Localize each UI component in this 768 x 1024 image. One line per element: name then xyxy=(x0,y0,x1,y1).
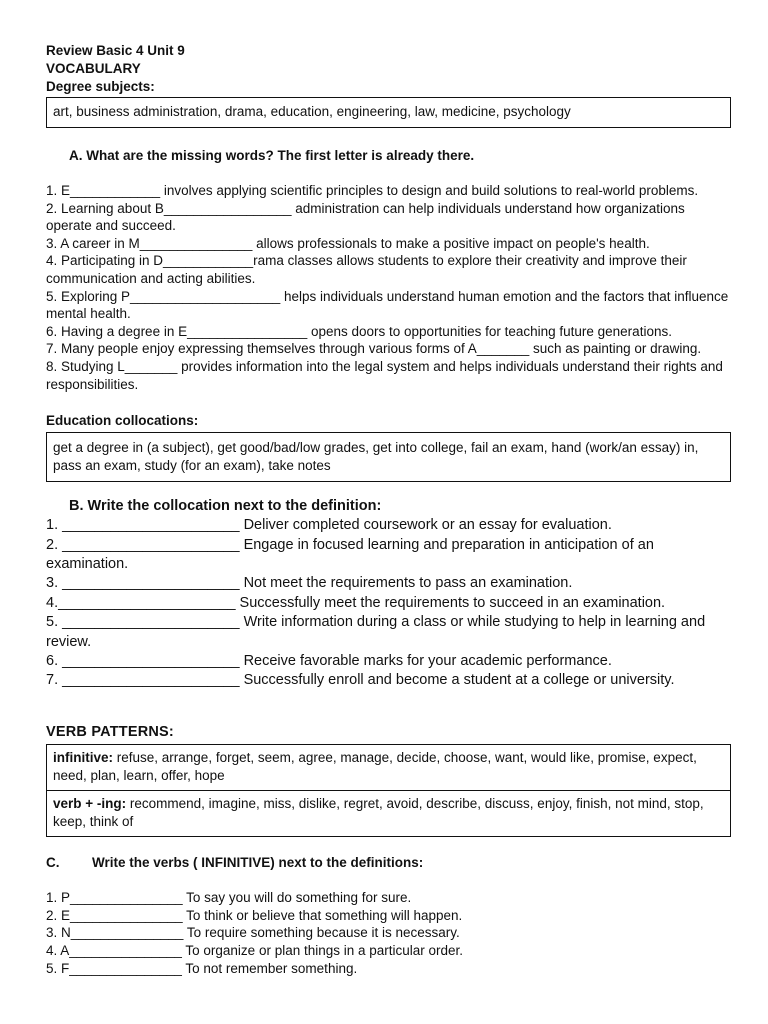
section-c-item-5: 5. F_______________ To not remember something. xyxy=(46,960,358,976)
verb-patterns-heading: VERB PATTERNS: xyxy=(46,723,174,740)
section-a-item-5: 5. Exploring P____________________ helps individuals understand human emotion and the factors that influence mental health. xyxy=(46,288,729,322)
section-b-item-3: 3. ______________________ Not meet the requirements to pass an examination. xyxy=(46,575,573,592)
section-b-item-6: 6. ______________________ Receive favorable marks for your academic performance. xyxy=(46,652,612,669)
section-b-title: B. Write the collocation next to the definition: xyxy=(69,498,382,515)
section-a-item-7: 7. Many people enjoy expressing themselves through various forms of A_______ such as painting or drawing. xyxy=(46,341,702,357)
ing-verbs: recommend, imagine, miss, dislike, regret, avoid, describe, discuss, enjoy, finish, not mind, stop, keep, think of xyxy=(53,795,704,829)
section-b-item-2: 2. ______________________ Engage in focused learning and preparation in anticipation of an examination. xyxy=(46,536,654,572)
section-b-list xyxy=(46,516,734,691)
section-c-item-4: 4. A_______________ To organize or plan things in a particular order. xyxy=(46,943,464,959)
vocabulary-heading: VOCABULARY xyxy=(46,61,141,76)
infinitive-label: infinitive: xyxy=(53,749,113,765)
section-c-item-1: 1. P_______________ To say you will do something for sure. xyxy=(46,889,412,905)
section-b-item-1: 1. ______________________ Deliver completed coursework or an essay for evaluation. xyxy=(46,517,612,534)
section-b-item-5: 5. ______________________ Write information during a class or while studying to help in learning and review. xyxy=(46,614,706,650)
ing-cell xyxy=(47,790,731,836)
section-a-item-6: 6. Having a degree in E________________ opens doors to opportunities for teaching future generations. xyxy=(46,323,672,339)
section-a-item-8: 8. Studying L_______ provides information into the legal system and helps individuals understand their rights and responsibilities. xyxy=(46,358,723,392)
ing-row xyxy=(47,790,731,836)
infinitive-verbs: refuse, arrange, forget, seem, agree, manage, decide, choose, want, would like, promise, expect, need, plan, learn, offer, hope xyxy=(53,749,697,783)
section-b-item-7: 7. ______________________ Successfully enroll and become a student at a college or university. xyxy=(46,672,675,689)
degree-subjects-heading: Degree subjects: xyxy=(46,79,155,94)
worksheet-title: Review Basic 4 Unit 9 xyxy=(46,43,185,58)
section-c-number: C. xyxy=(46,854,60,870)
section-c-item-2: 2. E_______________ To think or believe that something will happen. xyxy=(46,907,463,923)
infinitive-row xyxy=(47,744,731,790)
section-c-title xyxy=(46,854,734,872)
section-c-list xyxy=(46,889,734,978)
ing-label: verb + -ing: xyxy=(53,795,127,811)
section-c-item-3: 3. N_______________ To require something because it is necessary. xyxy=(46,925,460,941)
degree-subjects-box: art, business administration, drama, education, engineering, law, medicine, psychology xyxy=(46,97,731,128)
section-a-title: A. What are the missing words? The first letter is already there. xyxy=(69,148,475,163)
section-a-list xyxy=(46,182,734,393)
section-c-title-text: Write the verbs ( INFINITIVE) next to the definitions: xyxy=(92,854,424,870)
section-a-item-2: 2. Learning about B_________________ administration can help individuals understand how organizations operate and succeed. xyxy=(46,200,685,234)
section-a-item-4: 4. Participating in D____________rama classes allows students to explore their creativity and improve their communication and acting abilities. xyxy=(46,253,687,286)
worksheet xyxy=(46,42,734,978)
section-a-item-3: 3. A career in M_______________ allows professionals to make a positive impact on people's health. xyxy=(46,235,650,251)
section-a-item-1: 1. E____________ involves applying scientific principles to design and build solutions to real-world problems. xyxy=(46,183,699,198)
collocations-box: get a degree in (a subject), get good/bad/low grades, get into college, fail an exam, hand (work/an essay) in, pass an exam, study (for an exam), take notes xyxy=(46,432,731,482)
verb-patterns-table xyxy=(46,744,731,837)
section-b-item-4: 4.______________________ Successfully meet the requirements to succeed in an examination. xyxy=(46,594,666,611)
infinitive-cell xyxy=(47,744,731,790)
collocations-heading: Education collocations: xyxy=(46,413,199,429)
